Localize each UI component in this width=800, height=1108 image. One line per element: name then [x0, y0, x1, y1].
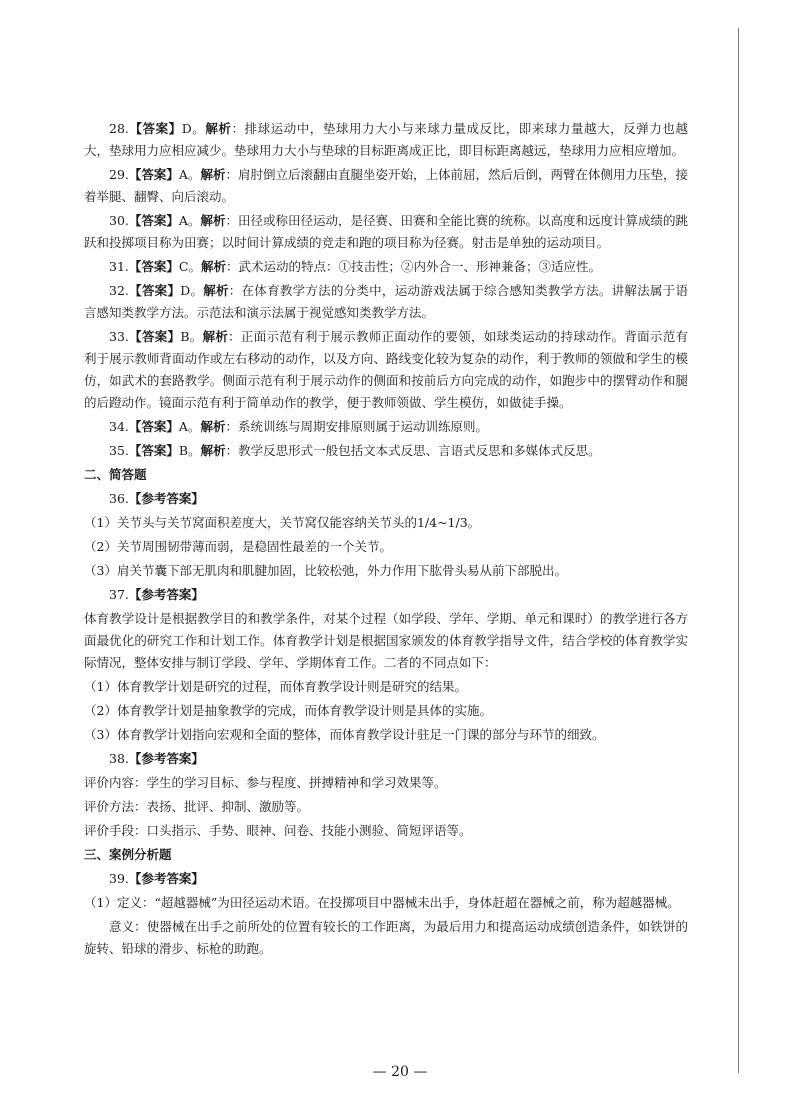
analysis-text: ：教学反思形式一般包括文本式反思、言语式反思和多媒体式反思。 [225, 443, 601, 458]
analysis-text: ：正面示范有利于展示教师正面动作的要领，如球类运动的持球动作。背面示范有利于展示教师背面动作或左右移动的动作，以及方向、路线变化较为复杂的动作，利于教师的领做和学生的模仿，如武术的套路教学。侧面示范有利于展示动作的侧面和按前后方向完成的动作，如跑步中的摆臂动作和腿的后蹬动作。镜面示范有利于简单动作的教学，便于教师领做、学生模仿，如做徒手操。 [84, 329, 688, 410]
answer-tag: 【答案】 [128, 121, 182, 136]
question-number: 33. [109, 329, 129, 344]
page-content [84, 118, 688, 962]
analysis-label: 解析 [200, 443, 226, 458]
answer-list [84, 118, 688, 462]
answer-tag: 【答案】 [128, 167, 179, 182]
analysis-text: ：肩肘倒立后滚翻由直腿坐姿开始，上体前屈，然后后倒，两臂在体侧用力压垫，接着举腿、翻臀、向后滚动。 [84, 167, 688, 204]
analysis-text: ：系统训练与周期安排原则属于运动训练原则。 [225, 419, 488, 434]
answer-item [84, 440, 688, 462]
question-number: 35. [109, 443, 129, 458]
analysis-label: 解析 [200, 259, 226, 274]
answer-choice: A。 [178, 213, 201, 228]
answer-item [84, 416, 688, 438]
question-39-header [84, 868, 688, 890]
q36-item: （2）关节周围韧带薄而弱，是稳固性最差的一个关节。 [84, 539, 392, 554]
page-number: — 20 — [372, 1064, 428, 1080]
analysis-text: ：排球运动中，垫球用力大小与来球力量成反比，即来球力量越大，反弹力也越大，垫球用力应相应减少。垫球用力大小与垫球的目标距离成正比，即目标距离越远，垫球用力应相应增加。 [84, 121, 688, 158]
question-38-header [84, 748, 688, 770]
answer-tag: 【参考答案】 [128, 871, 204, 886]
q37-intro: 体育教学设计是根据教学目的和教学条件，对某个过程（如学段、学年、学期、单元和课时）的教学进行各方面最优化的研究工作和计划工作。体育教学计划是根据国家颁发的体育教学指导文件，结合学校的体育教学实际情况，整体安排与制订学段、学年、学期体育工作。二者的不同点如下： [84, 611, 688, 670]
question-36-header [84, 488, 688, 510]
answer-tag: 【参考答案】 [128, 491, 204, 506]
question-number: 30. [109, 213, 129, 228]
question-number: 34. [109, 419, 129, 434]
answer-tag: 【答案】 [128, 443, 179, 458]
question-number: 32. [109, 283, 129, 298]
q36-item: （3）肩关节囊下部无肌肉和肌腱加固，比较松弛，外力作用下肱骨头易从前下部脱出。 [84, 563, 567, 578]
q38-item: 评价手段：口头指示、手势、眼神、问卷、技能小测验、简短评语等。 [84, 823, 472, 838]
analysis-text: ：田径或称田径运动，是径赛、田赛和全能比赛的统称。以高度和远度计算成绩的跳跃和投掷项目称为田赛；以时间计算成绩的竞走和跑的项目称为径赛。射击是单独的运动项目。 [84, 213, 688, 250]
q36-item: （1）关节头与关节窝面积差度大，关节窝仅能容纳关节头的1/4~1/3。 [84, 515, 481, 530]
answer-tag: 【答案】 [128, 213, 179, 228]
question-number: 39. [109, 871, 129, 886]
question-number: 31. [109, 259, 129, 274]
analysis-label: 解析 [200, 167, 226, 182]
q37-item: （1）体育教学计划是研究的过程，而体育教学设计则是研究的结果。 [84, 679, 467, 694]
answer-tag: 【答案】 [128, 259, 179, 274]
answer-choice: D。 [180, 283, 204, 298]
q38-item: 评价内容：学生的学习目标、参与程度、拼搏精神和学习效果等。 [84, 775, 447, 790]
question-number: 28. [109, 121, 129, 136]
analysis-label: 解析 [203, 283, 229, 298]
q39-significance: 意义：使器械在出手之前所处的位置有较长的工作距离，为最后用力和提高运动成绩创造条件，如铁饼的旋转、铅球的滑步、标枪的助跑。 [84, 919, 688, 956]
answer-tag: 【答案】 [128, 329, 181, 344]
right-margin-rule [738, 28, 739, 1073]
answer-choice: D。 [181, 121, 206, 136]
question-number: 37. [109, 587, 129, 602]
answer-choice: B。 [180, 329, 203, 344]
q37-item: （2）体育教学计划是抽象教学的完成，而体育教学设计则是具体的实施。 [84, 703, 492, 718]
answer-choice: A。 [178, 419, 201, 434]
question-37-header [84, 584, 688, 606]
answer-item [84, 326, 688, 414]
answer-item [84, 164, 688, 208]
answer-tag: 【参考答案】 [128, 751, 204, 766]
analysis-label: 解析 [205, 121, 232, 136]
q39-definition: （1）定义：“超越器械”为田径运动术语。在投掷项目中器械未出手，身体赶超在器械之前，称为超越器械。 [84, 895, 680, 910]
answer-tag: 【答案】 [128, 419, 179, 434]
question-number: 36. [109, 491, 129, 506]
question-number: 38. [109, 751, 129, 766]
analysis-label: 解析 [200, 213, 226, 228]
analysis-label: 解析 [200, 419, 226, 434]
section-heading-case-analysis: 三、案例分析题 [84, 847, 172, 862]
answer-item [84, 210, 688, 254]
section-heading-short-answer: 二、简答题 [84, 467, 147, 482]
answer-choice: B。 [178, 443, 201, 458]
analysis-text: ：在体育教学方法的分类中，运动游戏法属于综合感知类教学方法。讲解法属于语言感知类教学方法。示范法和演示法属于视觉感知类教学方法。 [84, 283, 688, 320]
answer-tag: 【答案】 [128, 283, 181, 298]
answer-item [84, 256, 688, 278]
q37-item: （3）体育教学计划指向宏观和全面的整体，而体育教学设计驻足一门课的部分与环节的细致。 [84, 727, 605, 742]
q38-item: 评价方法：表扬、批评、抑制、激励等。 [84, 799, 310, 814]
analysis-text: ：武术运动的特点：①技击性；②内外合一、形神兼备；③适应性。 [226, 259, 602, 274]
answer-item [84, 280, 688, 324]
answer-choice: C。 [178, 259, 201, 274]
answer-tag: 【参考答案】 [128, 587, 204, 602]
answer-choice: A。 [178, 167, 201, 182]
question-number: 29. [109, 167, 129, 182]
answer-item [84, 118, 688, 162]
analysis-label: 解析 [202, 329, 229, 344]
